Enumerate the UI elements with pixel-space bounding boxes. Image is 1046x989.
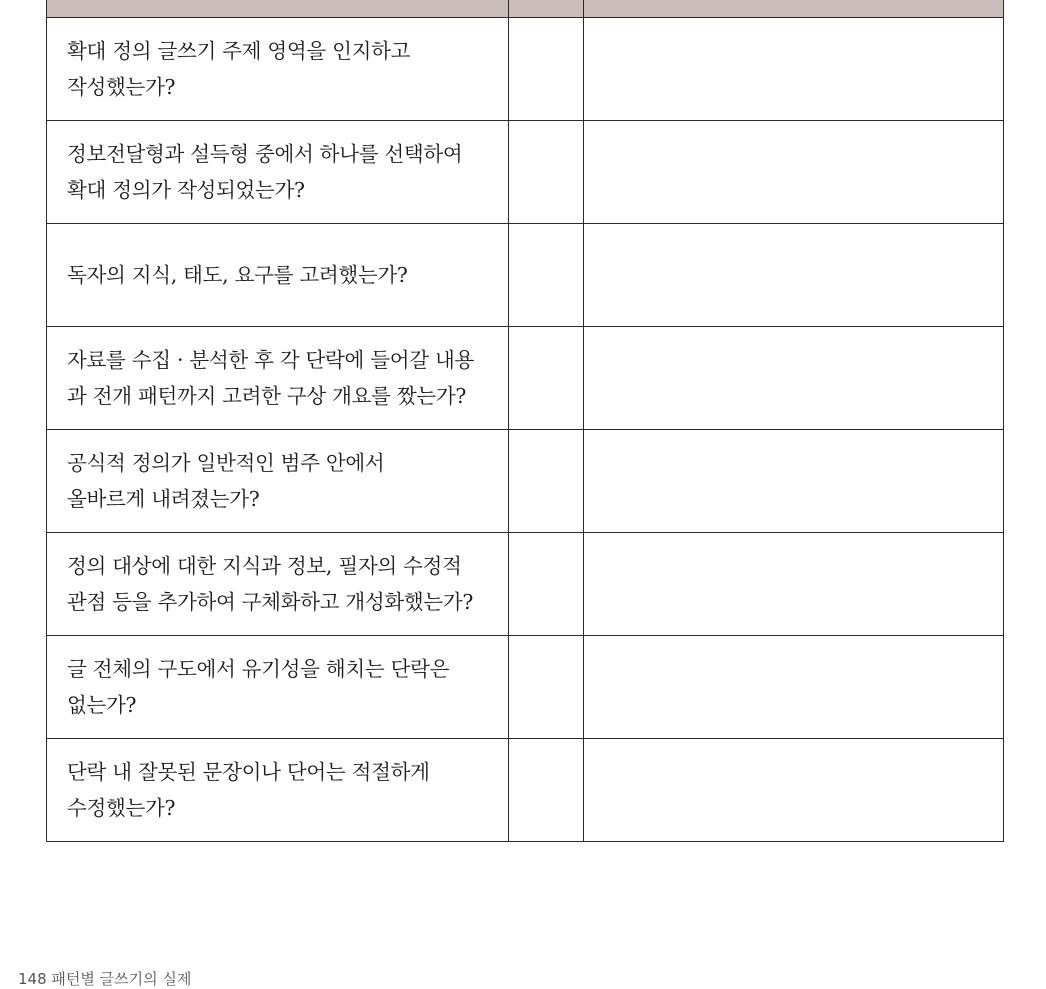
table-header-row (47, 0, 1004, 18)
question-cell (47, 533, 509, 636)
header-cell-question (47, 0, 509, 18)
notes-cell[interactable] (584, 224, 1004, 327)
check-cell[interactable] (509, 327, 584, 430)
checklist-table (46, 0, 1004, 842)
page-footer: 148 패턴별 글쓰기의 실제 (18, 970, 192, 988)
question-cell (47, 636, 509, 739)
table-row (47, 327, 1004, 430)
notes-cell[interactable] (584, 327, 1004, 430)
question-cell (47, 327, 509, 430)
check-cell[interactable] (509, 224, 584, 327)
question-text: 독자의 지식, 태도, 요구를 고려했는가? (67, 263, 408, 287)
question-cell (47, 739, 509, 842)
table-row (47, 636, 1004, 739)
check-cell[interactable] (509, 430, 584, 533)
question-cell (47, 224, 509, 327)
question-text: 공식적 정의가 일반적인 범주 안에서 올바르게 내려졌는가? (67, 451, 385, 511)
check-cell[interactable] (509, 18, 584, 121)
header-cell-check (509, 0, 584, 18)
notes-cell[interactable] (584, 121, 1004, 224)
check-cell[interactable] (509, 739, 584, 842)
notes-cell[interactable] (584, 739, 1004, 842)
notes-cell[interactable] (584, 430, 1004, 533)
table-row (47, 739, 1004, 842)
question-cell (47, 430, 509, 533)
notes-cell[interactable] (584, 18, 1004, 121)
header-cell-notes (584, 0, 1004, 18)
question-text: 확대 정의 글쓰기 주제 영역을 인지하고 작성했는가? (67, 39, 411, 99)
question-cell (47, 18, 509, 121)
question-text: 자료를 수집 · 분석한 후 각 단락에 들어갈 내용 과 전개 패턴까지 고려한 구상 개요를 짰는가? (67, 348, 475, 408)
check-cell[interactable] (509, 121, 584, 224)
notes-cell[interactable] (584, 636, 1004, 739)
question-text: 단락 내 잘못된 문장이나 단어는 적절하게 수정했는가? (67, 760, 430, 820)
table-row (47, 121, 1004, 224)
check-cell[interactable] (509, 636, 584, 739)
table-row (47, 430, 1004, 533)
table-row (47, 18, 1004, 121)
table-row (47, 224, 1004, 327)
question-text: 글 전체의 구도에서 유기성을 해치는 단락은 없는가? (67, 657, 450, 717)
question-text: 정의 대상에 대한 지식과 정보, 필자의 수정적 관점 등을 추가하여 구체화하고 개성화했는가? (67, 554, 474, 614)
table-row (47, 533, 1004, 636)
check-cell[interactable] (509, 533, 584, 636)
question-text: 정보전달형과 설득형 중에서 하나를 선택하여 확대 정의가 작성되었는가? (67, 142, 463, 202)
question-cell (47, 121, 509, 224)
notes-cell[interactable] (584, 533, 1004, 636)
